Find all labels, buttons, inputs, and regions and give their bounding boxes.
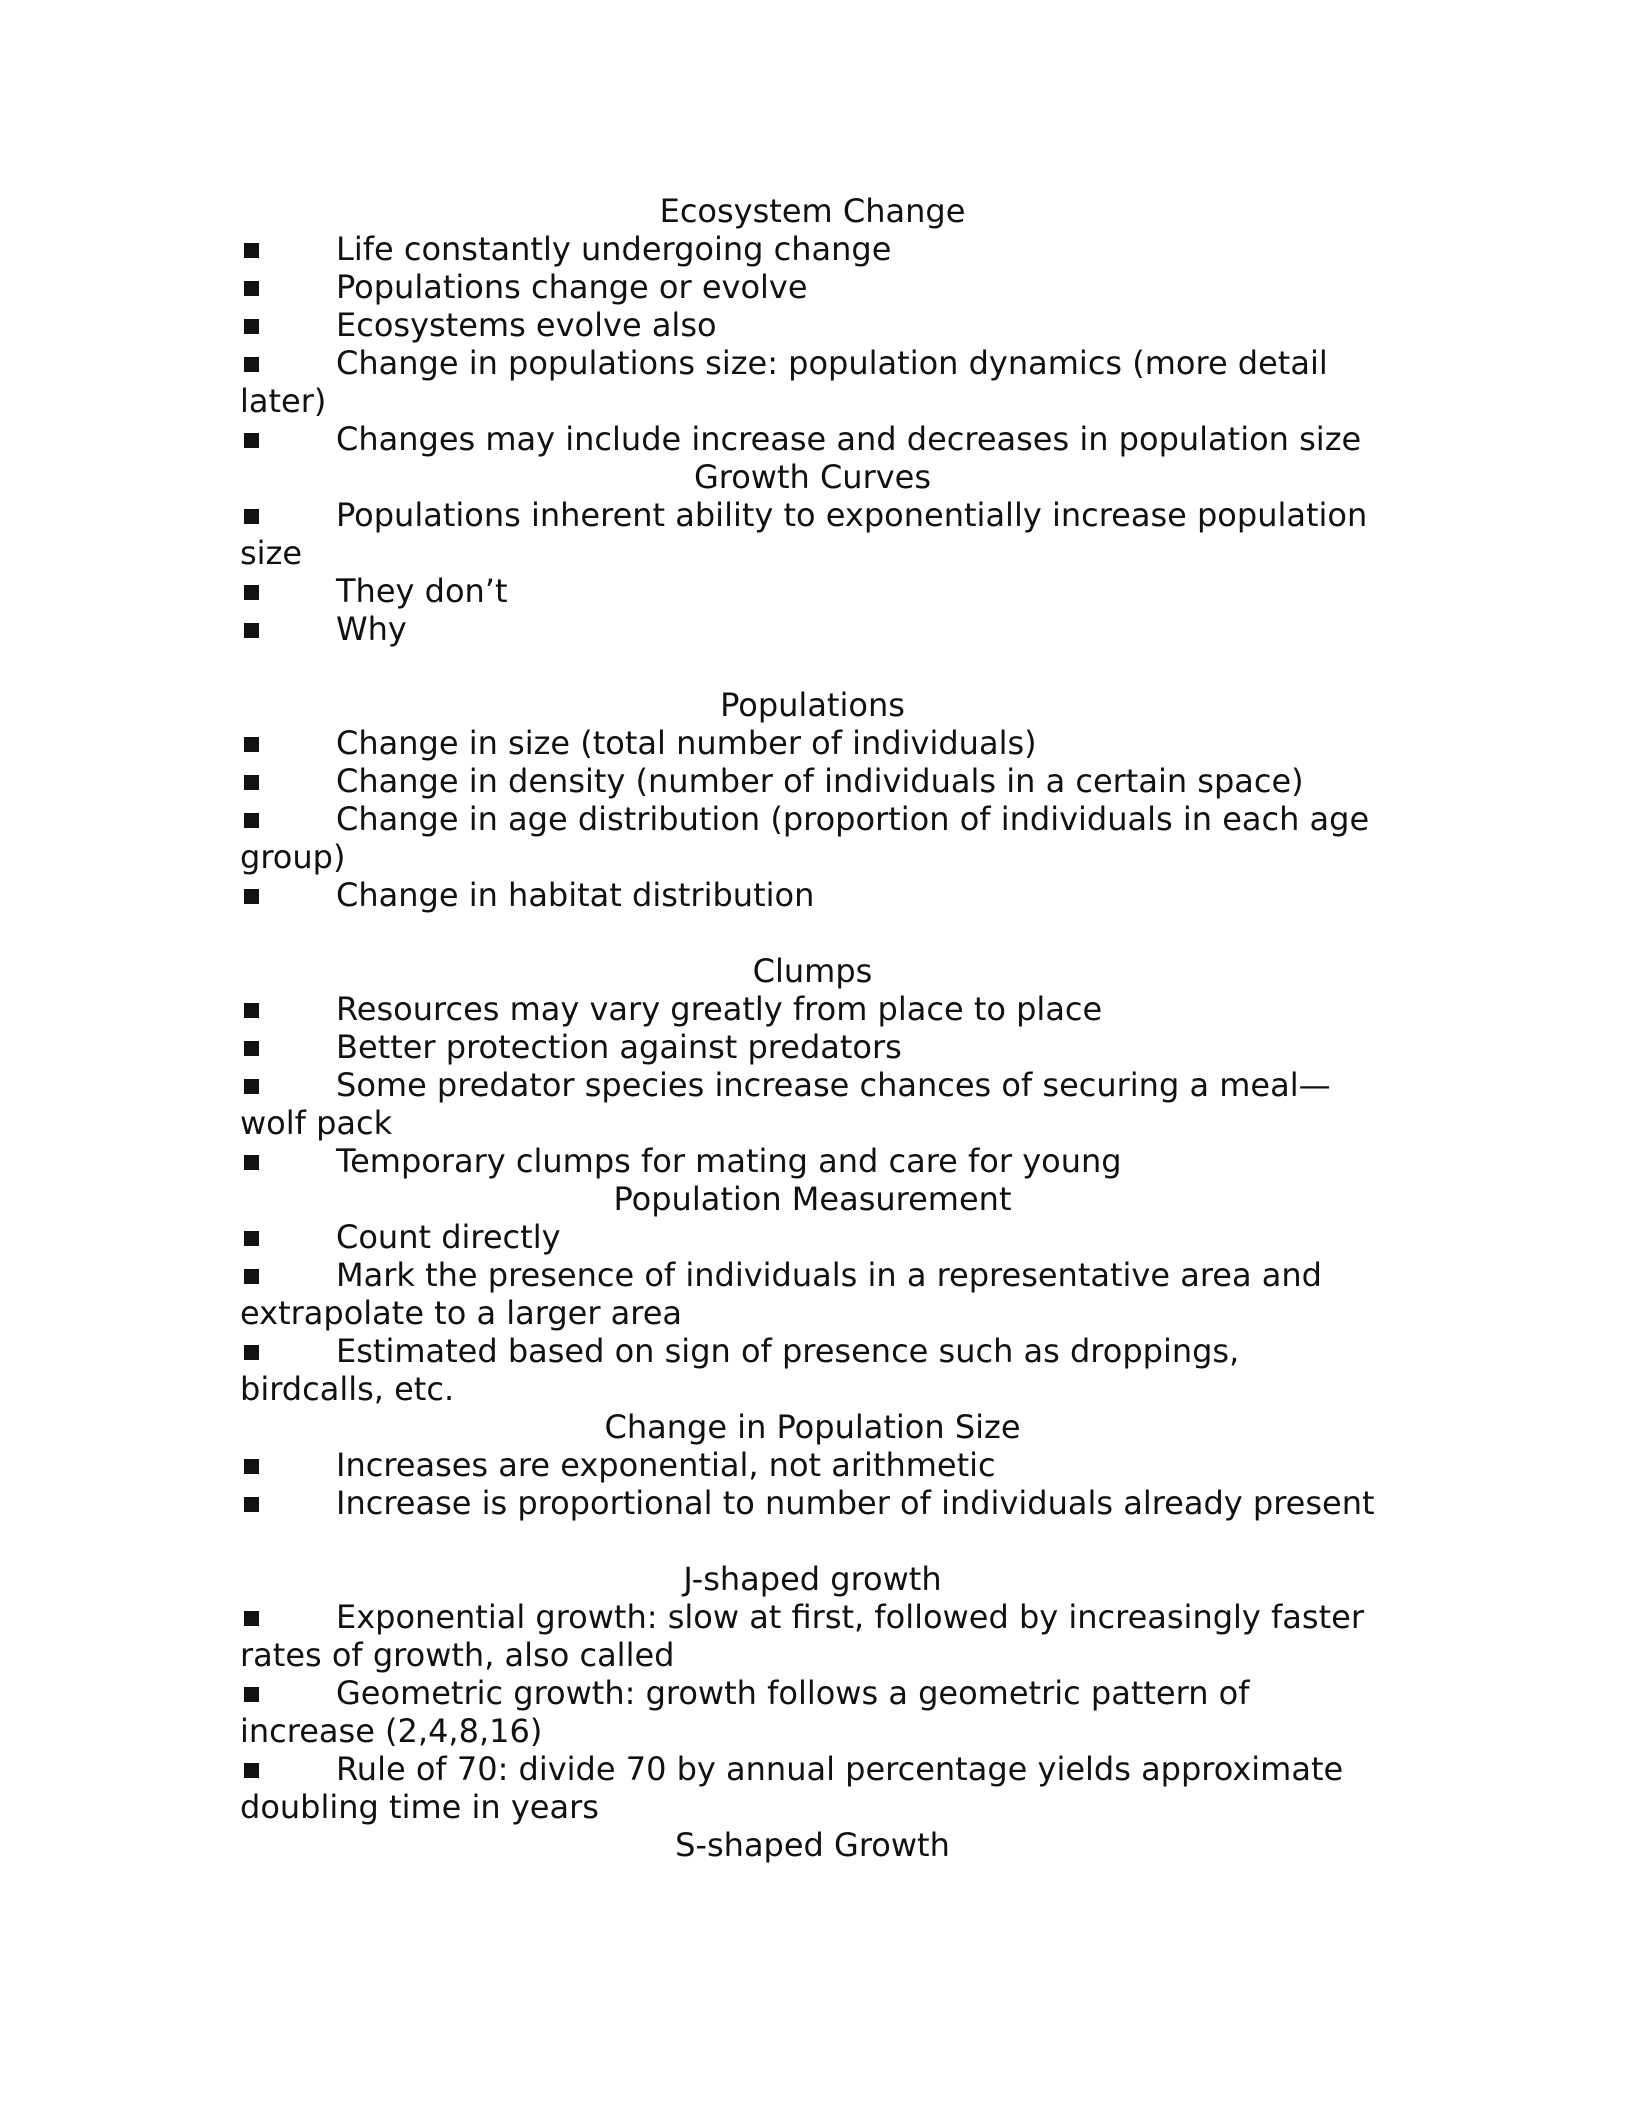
bullet-item: [240, 1674, 1385, 1750]
square-bullet-icon: [244, 1218, 264, 1256]
bullet-text: Geometric growth: growth follows a geometric pattern of: [336, 1674, 1250, 1712]
square-bullet-icon: [244, 1066, 264, 1104]
square-bullet-icon: [244, 1674, 264, 1712]
square-bullet-icon: [244, 1142, 264, 1180]
bullet-text-continuation: wolf pack: [240, 1104, 393, 1142]
bullet-item: [240, 1142, 1385, 1180]
document-body: [240, 192, 1385, 1864]
bullet-item: [240, 344, 1385, 420]
bullet-item: [240, 1332, 1385, 1408]
square-bullet-icon: [244, 1446, 264, 1484]
bullet-item: [240, 1256, 1385, 1332]
bullet-text: Change in density (number of individuals in a certain space): [336, 762, 1304, 800]
square-bullet-icon: [244, 230, 264, 268]
square-bullet-icon: [244, 610, 264, 648]
bullet-text-continuation: extrapolate to a larger area: [240, 1294, 683, 1332]
square-bullet-icon: [244, 1484, 264, 1522]
bullet-text-continuation: size: [240, 534, 303, 572]
blank-line: [240, 914, 1385, 952]
bullet-text: Life constantly undergoing change: [336, 230, 892, 268]
bullet-item: [240, 800, 1385, 876]
bullet-item: [240, 230, 1385, 268]
bullet-text: Mark the presence of individuals in a representative area and: [336, 1256, 1322, 1294]
bullet-item: [240, 496, 1385, 572]
bullet-text: Rule of 70: divide 70 by annual percentage yields approximate: [336, 1750, 1344, 1788]
bullet-text: Ecosystems evolve also: [336, 306, 717, 344]
bullet-item: [240, 1066, 1385, 1142]
bullet-text: Change in age distribution (proportion of individuals in each age: [336, 800, 1370, 838]
bullet-item: [240, 306, 1385, 344]
bullet-text-continuation: doubling time in years: [240, 1788, 599, 1826]
square-bullet-icon: [244, 762, 264, 800]
bullet-item: [240, 1750, 1385, 1826]
bullet-text: They don’t: [336, 572, 508, 610]
square-bullet-icon: [244, 306, 264, 344]
bullet-text: Why: [336, 610, 407, 648]
bullet-text: Change in habitat distribution: [336, 876, 815, 914]
bullet-text: Populations inherent ability to exponentially increase population: [336, 496, 1368, 534]
section-heading: Populations: [720, 686, 905, 724]
section-heading: Ecosystem Change: [659, 192, 966, 230]
bullet-item: [240, 990, 1385, 1028]
square-bullet-icon: [244, 496, 264, 534]
bullet-text: Populations change or evolve: [336, 268, 808, 306]
bullet-text: Some predator species increase chances of securing a meal—: [336, 1066, 1331, 1104]
bullet-text-continuation: later): [240, 382, 327, 420]
square-bullet-icon: [244, 1750, 264, 1788]
section-heading: Growth Curves: [693, 458, 932, 496]
bullet-text: Change in populations size: population dynamics (more detail: [336, 344, 1328, 382]
bullet-text-continuation: increase (2,4,8,16): [240, 1712, 543, 1750]
bullet-item: [240, 1598, 1385, 1674]
bullet-item: [240, 762, 1385, 800]
section-heading: Population Measurement: [613, 1180, 1012, 1218]
square-bullet-icon: [244, 724, 264, 762]
section-heading: S-shaped Growth: [675, 1826, 950, 1864]
square-bullet-icon: [244, 876, 264, 914]
square-bullet-icon: [244, 344, 264, 382]
section-heading: J-shaped growth: [683, 1560, 942, 1598]
bullet-item: [240, 1484, 1385, 1522]
bullet-text: Better protection against predators: [336, 1028, 902, 1066]
bullet-item: [240, 420, 1385, 458]
square-bullet-icon: [244, 572, 264, 610]
bullet-text-continuation: group): [240, 838, 346, 876]
bullet-text: Increases are exponential, not arithmetic: [336, 1446, 996, 1484]
bullet-item: [240, 1218, 1385, 1256]
square-bullet-icon: [244, 268, 264, 306]
bullet-item: [240, 268, 1385, 306]
section-heading: Change in Population Size: [604, 1408, 1021, 1446]
square-bullet-icon: [244, 420, 264, 458]
section-heading: Clumps: [752, 952, 873, 990]
bullet-text: Count directly: [336, 1218, 561, 1256]
bullet-text: Temporary clumps for mating and care for young: [336, 1142, 1122, 1180]
square-bullet-icon: [244, 990, 264, 1028]
bullet-item: [240, 724, 1385, 762]
bullet-text: Change in size (total number of individuals): [336, 724, 1037, 762]
bullet-text: Estimated based on sign of presence such as droppings,: [336, 1332, 1240, 1370]
square-bullet-icon: [244, 1598, 264, 1636]
bullet-text: Increase is proportional to number of individuals already present: [336, 1484, 1375, 1522]
blank-line: [240, 648, 1385, 686]
bullet-text-continuation: rates of growth, also called: [240, 1636, 675, 1674]
bullet-item: [240, 610, 1385, 648]
bullet-item: [240, 876, 1385, 914]
bullet-text: Changes may include increase and decreases in population size: [336, 420, 1362, 458]
square-bullet-icon: [244, 1332, 264, 1370]
blank-line: [240, 1522, 1385, 1560]
bullet-text: Exponential growth: slow at first, followed by increasingly faster: [336, 1598, 1364, 1636]
bullet-item: [240, 1028, 1385, 1066]
bullet-item: [240, 572, 1385, 610]
bullet-text-continuation: birdcalls, etc.: [240, 1370, 455, 1408]
bullet-text: Resources may vary greatly from place to place: [336, 990, 1103, 1028]
square-bullet-icon: [244, 1256, 264, 1294]
bullet-item: [240, 1446, 1385, 1484]
square-bullet-icon: [244, 800, 264, 838]
square-bullet-icon: [244, 1028, 264, 1066]
